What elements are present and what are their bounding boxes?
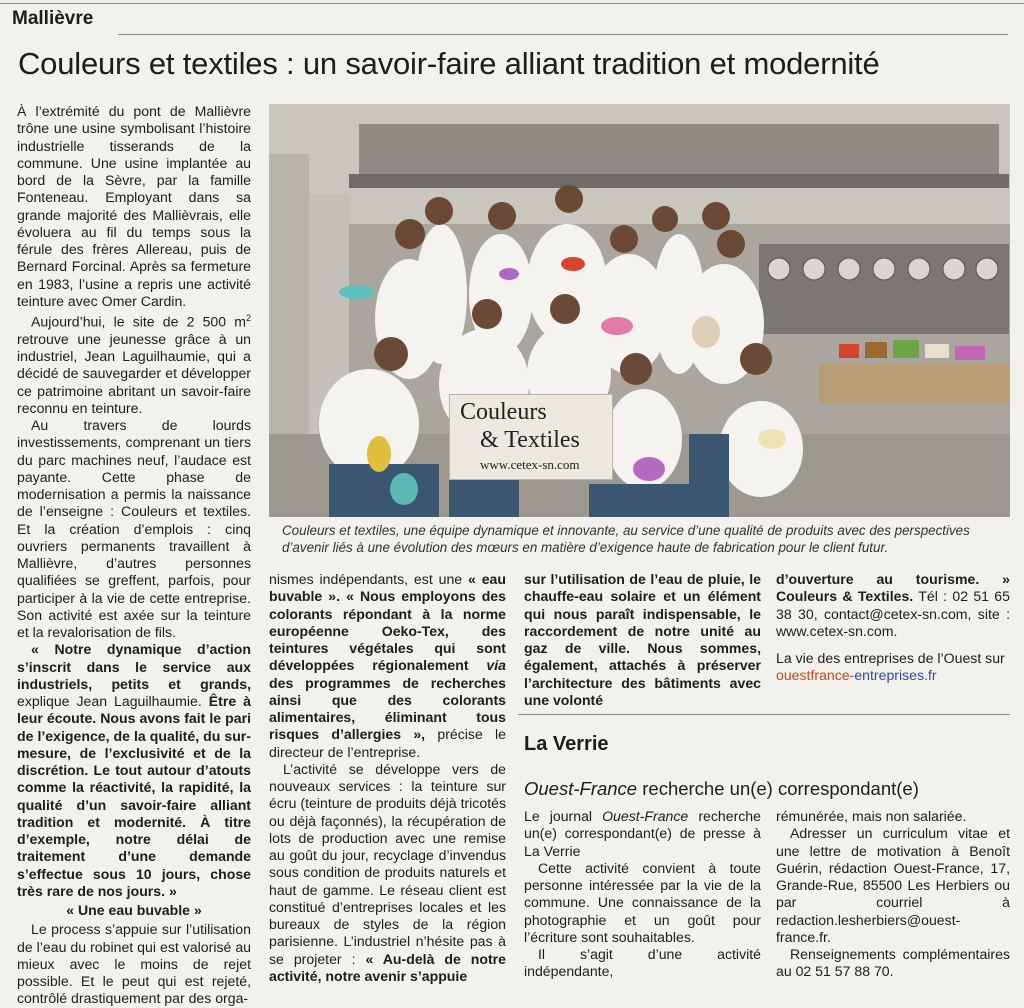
column-1 [17, 103, 251, 1008]
column-2 [269, 571, 506, 985]
verrie-column-left [524, 808, 761, 981]
col3-paragraph-1: sur l’utilisation de l’eau de pluie, le chauffe-eau solaire et un élément qui nous paraît indispensable, le raccordement de notre unité au gaz de ville. Nous sommes, également, attachés à préserver l’architecture des bâtiments avec une volonté [524, 571, 761, 708]
verrie-column-right [776, 808, 1010, 981]
verrie-heading: La Verrie [524, 733, 609, 755]
verrie-title: Ouest-France recherche un(e) correspondant(e) [524, 778, 919, 799]
verrie-left-paragraph-2: Cette activité convient à toute personne intéressée par la vie de la commune. Une connaissance de la photographie et un goût pour l’écriture sont souhaitables. [524, 859, 761, 945]
brand-url: www.cetex-sn.com [480, 457, 580, 472]
col1-paragraph-1: À l’extrémité du pont de Mallièvre trône une usine symbolisant l’histoire industrielle tisserands de la commune. Une usine implantée au bord de la Sèvre, par la famille Fonteneau. Employant dans sa grande majorité des Mallièvrais, elle évoluera au fil du temps sous la férule des frères Allereau, puis de Bernard Forcinal. Après sa fermeture en 1983, l’usine a repris une activité teinture avec Omer Cardin. [17, 103, 251, 309]
column-4 [776, 571, 1010, 685]
col4-paragraph-1: d’ouverture au tourisme. » Couleurs & Textiles. Tél : 02 51 65 38 30, contact@cetex-sn.com, site : www.cetex-sn.com. [776, 571, 1010, 639]
ouestfrance-link[interactable]: ouestfrance- [776, 667, 855, 684]
col2-paragraph-2: L’activité se développe vers de nouveaux services : la teinture sur écru (teinture de produits déjà tricotés ou déjà façonnés), la récupération de lots de production avec une remise au goût du jour, recyclage d’invendus sous condition de produits naturels et haut de gamme. Le réseau client est constitué d’entreprises locales et les bureaux de styles de la région parisienne. L’industriel n’hésite pas à se projeter : « Au-delà de notre activité, notre avenir s’appuie [269, 760, 506, 984]
brand-overlay [449, 394, 613, 480]
col1-paragraph-3: Au travers de lourds investissements, comprenant un tiers du parc machines neuf, l’audace est payante. Cette phase de modernisation a permis la naissance de l’enseigne : Couleurs et textiles. Et la création d’emplois : cinq ouvriers permanents travaillent à Mallièvre, d’autres personnes qualifiées se greffent, parfois, pour participer à la vie de cette entreprise. Son activité est axée sur la teinture et la revalorisation de fils. [17, 417, 251, 641]
col2-paragraph-1: nismes indépendants, est une « eau buvable ». « Nous employons des colorants répondant à la norme européenne Oeko-Tex, des teintures végétales qui sont développées régionalement via des programmes de recherches ainsi que des colorants alimentaires, éliminant tous risques d’allergies », précise le directeur de l’entreprise. [269, 571, 507, 760]
column-3 [524, 571, 761, 709]
brand-line-2: & Textiles [480, 427, 580, 453]
top-rule [0, 3, 1024, 4]
col1-subheading: « Une eau buvable » [66, 902, 202, 919]
factory-scene-illustration [269, 104, 1010, 517]
col1-paragraph-5: Le process s’appuie sur l’utilisation de l’eau du robinet qui est valorisé au mieux avec le moins de rejet possible. Et le peut qui est rejeté, contrôlé drastiquement par des orga- [17, 921, 251, 1007]
verrie-right-paragraph-3: Renseignements complémentaires au 02 51 57 88 70. [776, 946, 1010, 980]
verrie-left-paragraph-3: Il s’agit d’une activité indépendante, [524, 946, 761, 980]
brand-line-1: Couleurs [460, 399, 547, 425]
verrie-right-paragraph-2: Adresser un curriculum vitae et une lettre de motivation à Benoît Guérin, rédaction Ouest-France, 17, Grande-Rue, 85500 Les Herbiers ou par courriel à redaction.lesherbiers@ouest-france.fr. [776, 825, 1010, 945]
col4-paragraph-2: La vie des entreprises de l’Ouest sur ouestfrance-entreprises.fr [776, 650, 1005, 684]
team-photo [269, 104, 1010, 517]
article-title: Couleurs et textiles : un savoir-faire alliant tradition et modernité [18, 46, 880, 81]
photo-caption: Couleurs et textiles, une équipe dynamique et innovante, au service d’une qualité de produits avec des perspectives d’avenir liés à une évolution des mœurs en matière d’exigence haute de fabrication pour le client futur. [282, 523, 970, 555]
section-rule [118, 34, 1008, 35]
section-label: Mallièvre [12, 8, 94, 29]
entreprises-link[interactable]: entreprises.fr [854, 667, 937, 684]
verrie-right-paragraph-1: rémunérée, mais non salariée. [776, 808, 967, 824]
col1-paragraph-2: Aujourd’hui, le site de 2 500 $m^2$ retrouve une jeunesse grâce à un industriel, Jean Laguilhaumie, qui a décidé de sauvegarder et développer ce patrimoine abritant un savoir-faire reconnu en teinture. [17, 313, 251, 416]
verrie-rule [518, 714, 1010, 715]
verrie-left-paragraph-1: Le journal Ouest-France recherche un(e) correspondant(e) de presse à La Verrie [524, 808, 761, 859]
col1-paragraph-4: « Notre dynamique d’action s’inscrit dans le service aux industriels, petits et grands, explique Jean Laguilhaumie. Être à leur écoute. Nous avons fait le pari de l’exigence, de la qualité, du sur-mesure, de l’exclusivité et de la discrétion. Le tout autour d’atouts comme la réactivité, la rapidité, la qualité d’un savoir-faire alliant tradition et modernité. À titre d’exemple, notre délai de traitement d’une demande s’effectue sous 10 jours, chose très rare de nos jours. » [17, 641, 251, 899]
